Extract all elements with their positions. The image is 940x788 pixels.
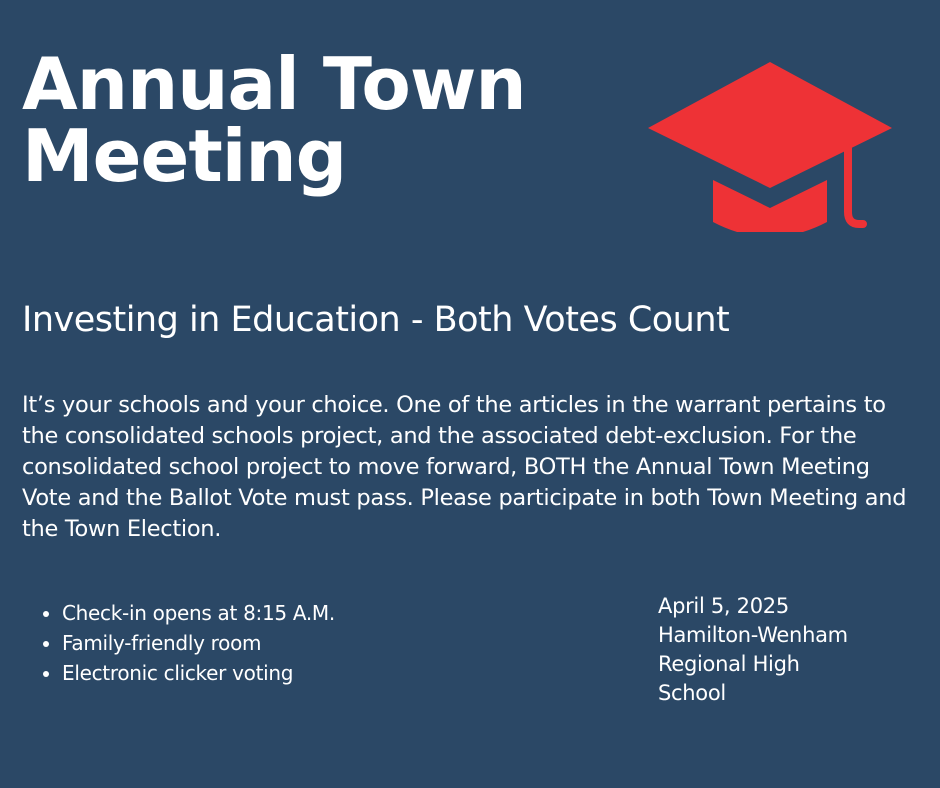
list-item: • Family-friendly room <box>62 628 335 658</box>
feature-list <box>34 598 335 688</box>
page-title <box>22 42 526 198</box>
subtitle: Investing in Education - Both Votes Count <box>22 300 730 340</box>
event-info <box>658 592 928 708</box>
body-paragraph: It’s your schools and your choice. One of the articles in the warrant pertains to the consolidated schools project, and the associated debt-exclusion. For the consolidated school project to move forward, BOTH the Annual Town Meeting Vote and the Ballot Vote must pass. Please participate in both Town Meeting and the Town Election. <box>22 392 907 542</box>
title-line-2: Meeting <box>22 114 347 198</box>
list-item: • Check-in opens at 8:15 A.M. <box>62 598 335 628</box>
event-venue-line-2: Regional High <box>658 652 800 676</box>
list-item: • Electronic clicker voting <box>62 658 335 688</box>
event-venue-line-1: Hamilton-Wenham <box>658 623 848 647</box>
event-date: April 5, 2025 <box>658 594 789 618</box>
graduation-cap-icon <box>645 62 895 232</box>
title-line-1: Annual Town <box>22 42 526 126</box>
event-venue-line-3: School <box>658 681 726 705</box>
